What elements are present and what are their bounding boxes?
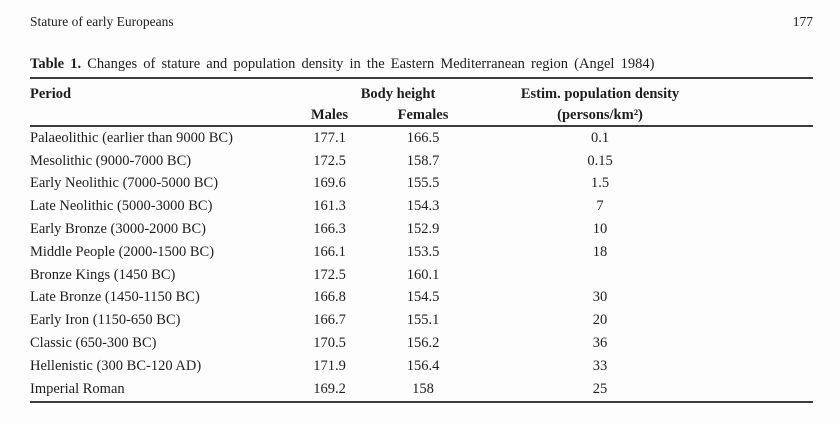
table-row	[30, 150, 813, 173]
females-cell: 154.3	[406, 198, 440, 215]
period-cell: Mesolithic (9000-7000 BC)	[30, 152, 192, 169]
table-row	[30, 309, 813, 332]
period-cell: Early Neolithic (7000-5000 BC)	[30, 175, 219, 192]
table-row	[30, 173, 813, 196]
spacer-cell	[731, 150, 813, 173]
females-cell: 152.9	[406, 221, 440, 238]
header-spacer	[731, 106, 813, 126]
table-caption-text: Changes of stature and population density in the Eastern Mediterranean region (Angel 1984)	[87, 56, 655, 72]
period-cell: Palaeolithic (earlier than 9000 BC)	[30, 129, 233, 146]
running-head	[30, 14, 813, 30]
density-cell: 33	[592, 357, 608, 374]
table-body	[30, 126, 813, 402]
header-empty	[30, 106, 282, 126]
density-cell: 18	[592, 243, 608, 260]
header-density-unit: (persons/km²)	[557, 107, 643, 123]
table-container	[30, 77, 813, 403]
females-cell: 160.1	[406, 266, 440, 283]
spacer-cell	[731, 355, 813, 378]
period-cell: Early Bronze (3000-2000 BC)	[30, 221, 206, 238]
spacer-cell	[731, 309, 813, 332]
density-cell: 7	[596, 198, 604, 215]
females-cell: 158	[412, 380, 434, 397]
period-cell: Early Iron (1150-650 BC)	[30, 312, 181, 329]
header-density-title: Estim. population density	[520, 85, 680, 102]
header-females: Females	[397, 107, 449, 123]
table-header	[30, 78, 813, 126]
spacer-cell	[731, 195, 813, 218]
males-cell: 166.8	[313, 289, 346, 306]
females-cell: 153.5	[406, 243, 440, 260]
density-cell: 0.1	[590, 129, 610, 146]
period-cell: Imperial Roman	[30, 380, 125, 397]
header-males: Males	[310, 107, 349, 123]
header-body-height: Body height	[360, 85, 436, 102]
table-caption-label: Table 1.	[30, 56, 82, 72]
females-cell: 156.4	[406, 357, 440, 374]
density-cell: 1.5	[590, 175, 610, 192]
period-cell: Late Bronze (1450-1150 BC)	[30, 289, 200, 306]
spacer-cell	[731, 173, 813, 196]
density-cell: 25	[592, 380, 608, 397]
males-cell: 166.1	[313, 243, 346, 260]
males-cell: 172.5	[313, 152, 346, 169]
females-cell: 154.5	[406, 289, 440, 306]
table-caption	[30, 56, 813, 73]
females-cell: 156.2	[406, 335, 440, 352]
table-row	[30, 287, 813, 310]
running-head-title: Stature of early Europeans	[30, 14, 174, 29]
table-row	[30, 332, 813, 355]
header-spacer	[731, 78, 813, 106]
females-cell: 158.7	[406, 152, 440, 169]
spacer-cell	[731, 241, 813, 264]
table-row	[30, 195, 813, 218]
females-cell: 155.1	[406, 312, 440, 329]
table-row	[30, 126, 813, 150]
table-row	[30, 378, 813, 402]
header-row-groups	[30, 78, 813, 106]
spacer-cell	[731, 287, 813, 310]
density-cell	[469, 264, 731, 287]
males-cell: 169.2	[313, 380, 346, 397]
table-row	[30, 264, 813, 287]
males-cell: 169.6	[313, 175, 346, 192]
males-cell: 166.3	[313, 221, 346, 238]
period-cell: Hellenistic (300 BC-120 AD)	[30, 357, 202, 374]
period-cell: Bronze Kings (1450 BC)	[30, 266, 176, 283]
table-row	[30, 241, 813, 264]
males-cell: 166.7	[313, 312, 346, 329]
density-cell: 10	[592, 221, 608, 238]
header-row-subcolumns	[30, 106, 813, 126]
spacer-cell	[731, 264, 813, 287]
males-cell: 171.9	[313, 357, 346, 374]
males-cell: 170.5	[313, 335, 346, 352]
females-cell: 155.5	[406, 175, 440, 192]
males-cell: 172.5	[313, 266, 346, 283]
density-cell: 36	[592, 335, 608, 352]
spacer-cell	[731, 332, 813, 355]
spacer-cell	[731, 218, 813, 241]
stature-table	[30, 77, 813, 403]
period-cell: Late Neolithic (5000-3000 BC)	[30, 198, 213, 215]
spacer-cell	[731, 126, 813, 150]
table-row	[30, 355, 813, 378]
density-cell: 0.15	[587, 152, 613, 169]
females-cell: 166.5	[406, 129, 440, 146]
table-row	[30, 218, 813, 241]
header-period: Period	[30, 85, 72, 102]
males-cell: 177.1	[313, 129, 346, 146]
period-cell: Classic (650-300 BC)	[30, 335, 157, 352]
period-cell: Middle People (2000-1500 BC)	[30, 243, 215, 260]
density-cell: 30	[592, 289, 608, 306]
page-number: 177	[792, 14, 813, 29]
density-cell: 20	[592, 312, 608, 329]
spacer-cell	[731, 378, 813, 402]
males-cell: 161.3	[313, 198, 346, 215]
